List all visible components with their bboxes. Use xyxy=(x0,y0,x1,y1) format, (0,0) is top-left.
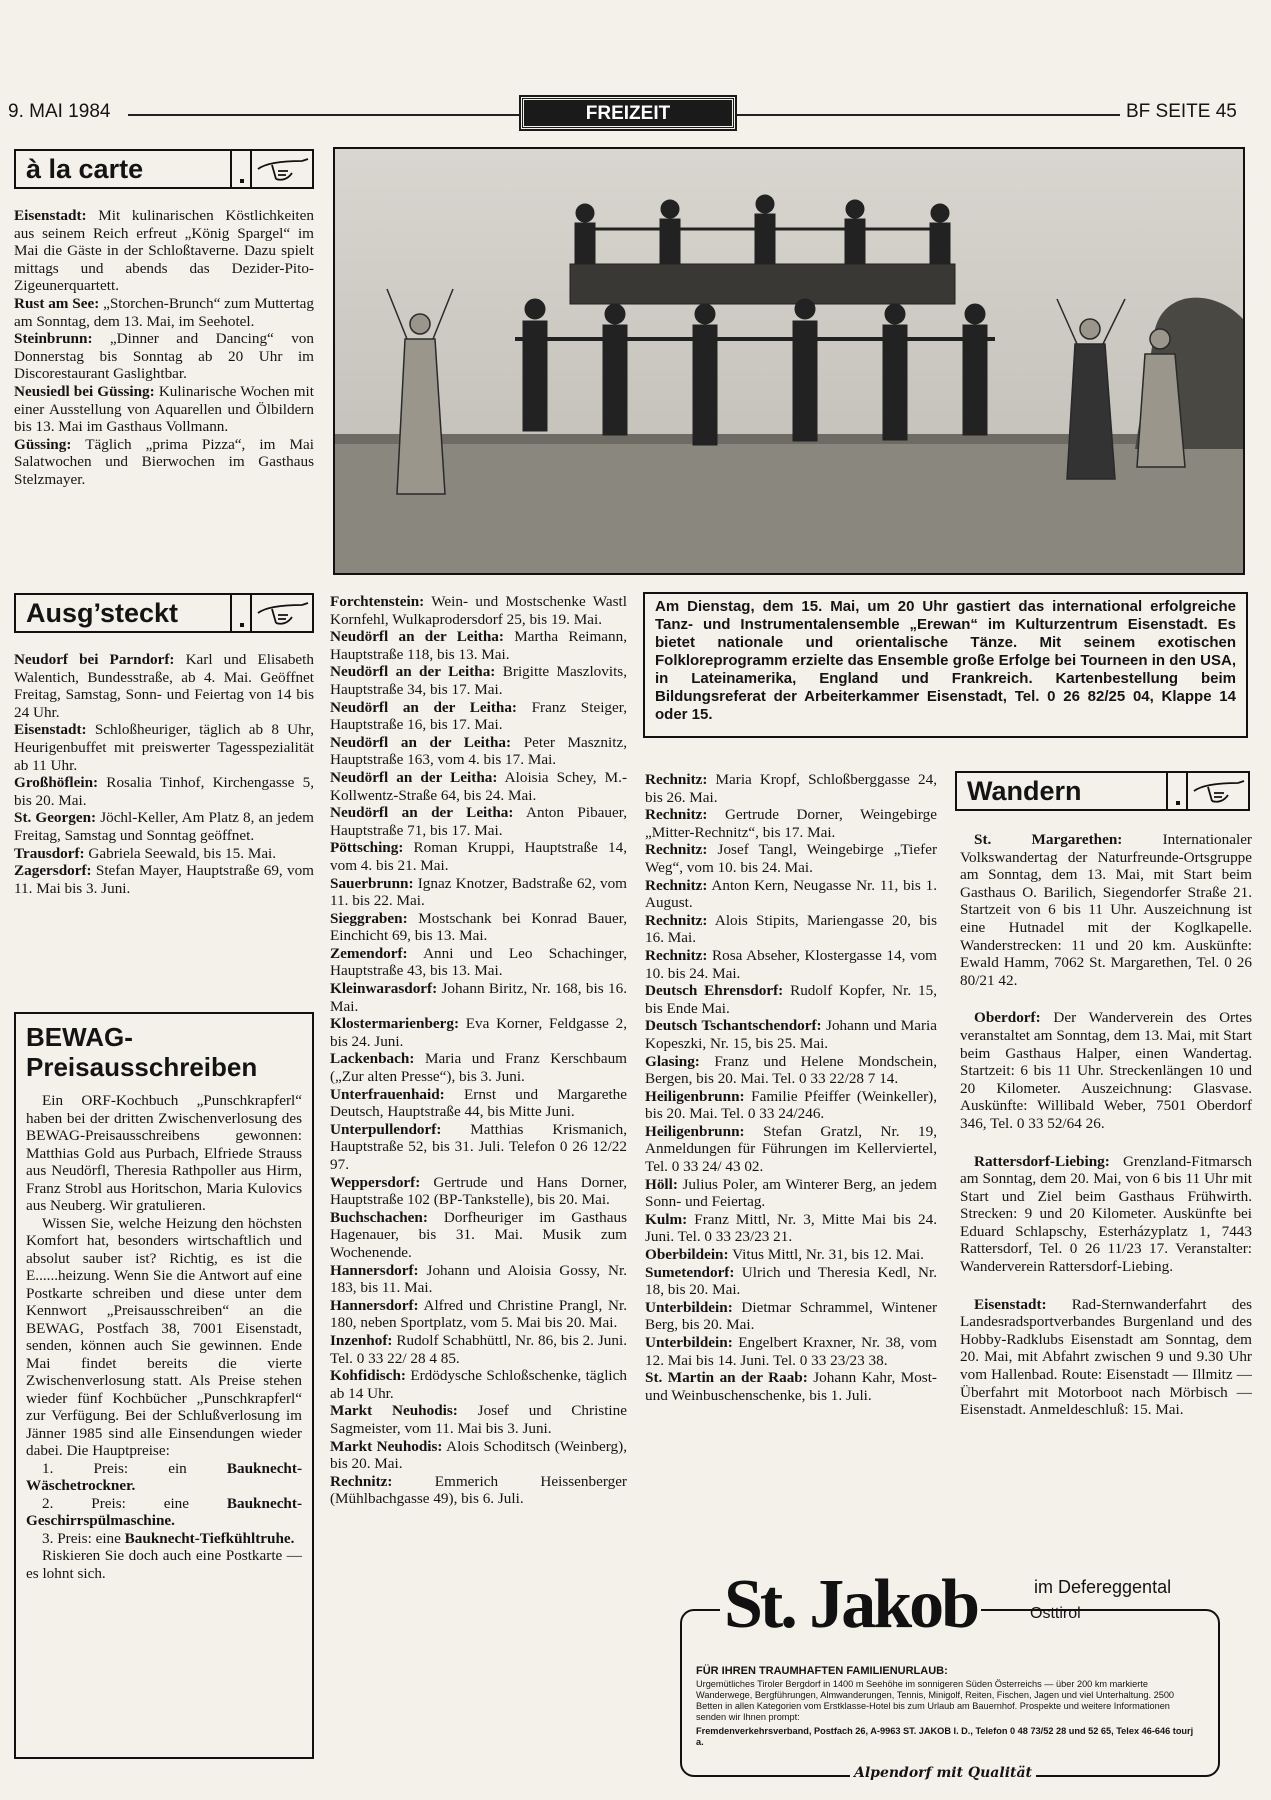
bewag-contest-box xyxy=(14,1012,314,1759)
listing-entry xyxy=(645,877,937,912)
alacarte-title: à la carte xyxy=(26,153,144,184)
listing-entry xyxy=(960,1009,1252,1132)
listing-place: Sumetendorf: xyxy=(645,1263,735,1281)
listing-place: Hannersdorf: xyxy=(330,1296,419,1314)
photo-caption: Am Dienstag, dem 15. Mai, um 20 Uhr gastiert das international erfolgreiche Tanz- und Instrumentalensemble „Erewan“ im Kulturzentrum Eisenstadt. Es bietet nationale und orientalische Tänze. Mit seinem exotischen Folkloreprogramm erzielte das Ensemble große Erfolge bei Tourneen in den USA, in Lateinamerika, England und Frankreich. Kartenbestellung beim Bildungsreferat der Arbeiterkammer Eisenstadt, Tel. 0 26 82/25 04, Klappe 14 oder 15. xyxy=(643,592,1248,738)
listing-place: Deutsch Tschantschendorf: xyxy=(645,1017,822,1035)
listing-entry xyxy=(330,1438,627,1473)
listing-entry xyxy=(645,982,937,1017)
listing-details: Franz Mittl, Nr. 3, Mitte Mai bis 24. Juni. Tel. 0 33 23/23 21. xyxy=(645,1210,937,1246)
ausgsteckt-column-2 xyxy=(330,593,627,1508)
listing-details: Täglich „prima Pizza“, im Mai Salatwochen und Bierwochen im Gasthaus Stelzmayer. xyxy=(14,435,314,488)
listing-entry xyxy=(645,1088,937,1123)
ad-region: im Defereggental xyxy=(1030,1577,1175,1598)
listing-details: Alois Stipits, Mariengasse 20, bis 16. Mai. xyxy=(645,911,937,947)
wandern-title: Wandern xyxy=(967,775,1082,806)
listing-details: Internationaler Volkswandertag der Naturfreunde-Ortsgruppe am Sonntag, dem 13. Mai, mit Start beim Gasthaus O. Barilich, Siegendorfer Straße 21. Startzeit von 6 bis 11 Uhr. Auszeichnung ist eine Hutnadel mit der Koglkapelle. Wanderstrecken: 11 und 20 km. Auskünfte: Ewald Hamm, 7062 St. Margarethen, Tel. 0 26 80/21 42. xyxy=(960,831,1252,989)
listing-details: „Dinner and Dancing“ von Donnerstag bis Sonntag ab 20 Uhr im Discorestaurant Gaslightbar. xyxy=(14,330,314,383)
listing-details: Stefan Mayer, Hauptstraße 69, vom 11. Mai bis 3. Juni. xyxy=(14,862,314,897)
listing-place: Markt Neuhodis: xyxy=(330,1402,458,1420)
listing-entry xyxy=(645,1053,937,1088)
listing-details: Aloisia Schey, M.-Kollwentz-Straße 64, bis 24. Mai. xyxy=(330,768,627,804)
prize-label: 2. Preis: eine xyxy=(42,1494,227,1512)
pointing-hand-icon xyxy=(252,151,312,187)
listing-place: Rechnitz: xyxy=(645,911,708,929)
bewag-body xyxy=(26,1092,302,1582)
listing-entry xyxy=(330,1086,627,1121)
listing-entry xyxy=(14,383,314,436)
listing-details: Dietmar Schrammel, Wintener Berg, bis 20. Mai. xyxy=(645,1298,937,1334)
listing-entry xyxy=(645,912,937,947)
listing-entry xyxy=(645,771,937,806)
listing-details: Martha Reimann, Hauptstraße 118, bis 13. Mai. xyxy=(330,628,627,663)
prize-item: Bauknecht-Geschirrspülmaschine. xyxy=(26,1494,302,1529)
listing-entry xyxy=(645,841,937,876)
listing-details: Franz Steiger, Hauptstraße 16, bis 17. Mai. xyxy=(330,698,627,734)
listing-details: Engelbert Kraxner, Nr. 38, vom 12. Mai bis 14. Juni. Tel. 0 33 23/23 38. xyxy=(645,1334,937,1369)
listing-entry xyxy=(14,330,314,383)
ad-headline: FÜR IHREN TRAUMHAFTEN FAMILIENURLAUB: xyxy=(696,1665,948,1677)
listing-entry xyxy=(960,1296,1252,1419)
bewag-closing: Riskieren Sie doch auch eine Postkarte — es lohnt sich. xyxy=(26,1547,302,1582)
listing-entry xyxy=(330,804,627,839)
listing-place: Oberdorf: xyxy=(974,1009,1041,1027)
ad-contact: Fremdenverkehrsverband, Postfach 26, A-9963 ST. JAKOB I. D., Telefon 0 48 73/52 28 und 52 65, Telex 46-646 tourj a. xyxy=(696,1726,1194,1747)
listing-place: Pöttsching: xyxy=(330,839,404,857)
bewag-prize-3 xyxy=(26,1530,302,1548)
listing-details: Schloßheuriger, täglich ab 8 Uhr, Heurigenbuffet mit preiswerter Tagesspezialität ab 11 Uhr. xyxy=(14,721,314,774)
listing-entry xyxy=(330,593,627,628)
listing-place: Kleinwarasdorf: xyxy=(330,980,438,998)
listing-details: Familie Pfeiffer (Weinkeller), bis 20. Mai. Tel. 0 33 24/246. xyxy=(645,1087,937,1123)
listing-details: Johann und Maria Kopeszki, Nr. 15, bis 25. Mai. xyxy=(645,1017,937,1052)
listing-place: Neudörfl an der Leitha: xyxy=(330,804,514,822)
listing-place: Rechnitz: xyxy=(645,841,708,859)
bewag-title: BEWAG-Preisausschreiben xyxy=(26,1022,258,1082)
listing-place: Forchtenstein: xyxy=(330,593,425,610)
listing-entry xyxy=(14,845,314,863)
alacarte-column xyxy=(14,207,314,489)
listing-place: Sauerbrunn: xyxy=(330,874,414,892)
listing-entry xyxy=(330,839,627,874)
listing-place: Zagersdorf: xyxy=(14,862,92,880)
listing-entry xyxy=(645,1264,937,1299)
ausgsteckt-column-1 xyxy=(14,651,314,897)
listing-entry xyxy=(645,1369,937,1404)
heading-box-icon xyxy=(230,151,252,187)
listing-details: Brigitte Maszlovits, Hauptstraße 34, bis 17. Mai. xyxy=(330,663,628,698)
listing-place: Steinbrunn: xyxy=(14,330,93,348)
listing-place: Rechnitz: xyxy=(645,771,708,788)
listing-entry xyxy=(330,945,627,980)
listing-entry xyxy=(14,651,314,721)
listing-place: Trausdorf: xyxy=(14,844,85,862)
listing-entry xyxy=(645,1246,937,1264)
listing-details: Johann Kahr, Most- und Weinbuschenschenke, bis 1. Juli. xyxy=(645,1369,937,1404)
listing-entry xyxy=(14,809,314,844)
listing-entry xyxy=(330,1050,627,1085)
pointing-hand-icon xyxy=(1188,773,1248,809)
listing-details: Emmerich Heissenberger (Mühlbachgasse 49), bis 6. Juli. xyxy=(330,1472,627,1508)
listing-place: Großhöflein: xyxy=(14,774,99,792)
listing-entry xyxy=(330,1473,627,1508)
listing-place: Oberbildein: xyxy=(645,1246,729,1264)
listing-details: Mit kulinarischen Köstlichkeiten aus seinem Reich erfreut „König Spargel“ im Mai die Gäste in der Schloßtaverne. Dazu spielt mittags und abends das Dezider-Pito-Zigeunerquartett. xyxy=(14,207,314,295)
listing-place: Inzenhof: xyxy=(330,1331,393,1349)
dance-ensemble-photo xyxy=(333,147,1245,575)
listing-place: Hannersdorf: xyxy=(330,1261,419,1279)
ad-logo: St. Jakob xyxy=(720,1565,981,1645)
listing-place: St. Martin an der Raab: xyxy=(645,1369,808,1387)
listing-entry xyxy=(330,1174,627,1209)
listing-details: Kulinarische Wochen mit einer Ausstellung von Aquarellen und Ölbildern bis 13. Mai im Gasthaus Vollmann. xyxy=(14,382,314,436)
listing-entry xyxy=(330,1367,627,1402)
ausgsteckt-heading xyxy=(14,593,314,633)
listing-details: Vitus Mittl, Nr. 31, bis 12. Mai. xyxy=(728,1246,924,1264)
page-number: BF SEITE 45 xyxy=(1120,101,1237,123)
listing-entry xyxy=(14,721,314,774)
listing-details: Franz und Helene Mondschein, Bergen, bis 20. Mai. Tel. 0 33 22/28 7 14. xyxy=(645,1052,937,1088)
listing-place: Neusiedl bei Güssing: xyxy=(14,382,155,400)
listing-details: Peter Masznitz, Hauptstraße 163, vom 4. bis 17. Mai. xyxy=(330,733,627,769)
listing-entry xyxy=(330,769,627,804)
listing-entry xyxy=(14,207,314,295)
listing-entry xyxy=(330,1262,627,1297)
listing-details: Rudolf Schabhüttl, Nr. 86, bis 2. Juni. Tel. 0 33 22/ 28 4 85. xyxy=(330,1331,627,1367)
listing-entry xyxy=(330,980,627,1015)
listing-entry xyxy=(330,1332,627,1367)
listing-details: Roman Kruppi, Hauptstraße 14, vom 4. bis 21. Mai. xyxy=(330,839,627,874)
listing-details: Der Wanderverein des Ortes veranstaltet am Sonntag, dem 13. Mai, mit Start beim Gasthaus Halper, einen Wandertag. Startzeit: 6 bis 11 Uhr. Streckenlängen 10 und 20 Kilometer. Auszeichnung: Glasvase. Auskünfte: Willibald Weber, 7501 Oberdorf 346, Tel. 0 33 52/64 26. xyxy=(960,1009,1252,1132)
listing-entry xyxy=(330,663,627,698)
prize-label: 3. Preis: eine xyxy=(42,1529,125,1547)
wandern-column xyxy=(960,831,1252,1419)
listing-place: Neudorf bei Parndorf: xyxy=(14,651,175,668)
listing-place: Rechnitz: xyxy=(330,1472,393,1490)
wandern-heading xyxy=(955,771,1250,811)
listing-place: Rechnitz: xyxy=(645,946,708,964)
listing-details: Gertrude und Hans Dorner, Hauptstraße 102 (BP-Tankstelle), bis 20. Mai. xyxy=(330,1173,627,1209)
listing-details: Johann Biritz, Nr. 168, bis 16. Mai. xyxy=(330,980,627,1015)
bewag-question-paragraph: Wissen Sie, welche Heizung den höchsten Komfort hat, besonders wirtschaftlich und absolut sauber ist? Richtig, es ist die E......heizung. Wenn Sie die Antwort auf eine Postkarte schreiben und diese unter dem Kennwort „Preisausschreiben“ an die BEWAG, Postfach 38, 7001 Eisenstadt, senden, können auch Sie gewinnen. Ende Mai findet bereits die vierte Zwischenverlosung statt. Als Preise stehen wieder fünf Kochbücher „Punschkrapferl“ zur Verfügung. Bei der Schlußverlosung im Jänner 1985 sind alle Einsendungen wieder dabei. Die Hauptpreise: xyxy=(26,1214,302,1459)
listing-entry xyxy=(645,1299,937,1334)
listing-place: St. Georgen: xyxy=(14,809,97,827)
listing-entry xyxy=(330,1297,627,1332)
listing-details: Rosalia Tinhof, Kirchengasse 5, bis 20. Mai. xyxy=(14,774,314,809)
listing-details: Josef und Christine Sagmeister, vom 11. Mai bis 3. Juni. xyxy=(330,1402,627,1437)
listing-details: Ignaz Knotzer, Badstraße 62, vom 11. bis 22. Mai. xyxy=(330,874,627,910)
listing-place: Buchschachen: xyxy=(330,1208,428,1226)
listing-details: Rosa Abseher, Klostergasse 14, vom 10. bis 24. Mai. xyxy=(645,946,937,982)
listing-entry xyxy=(330,910,627,945)
bewag-prize-2 xyxy=(26,1495,302,1530)
listing-details: Johann und Aloisia Gossy, Nr. 183, bis 11. Mai. xyxy=(330,1261,627,1297)
ausgsteckt-title: Ausg’steckt xyxy=(26,597,179,628)
listing-place: Güssing: xyxy=(14,435,72,453)
listing-entry xyxy=(14,295,314,330)
listing-details: Dorfheuriger im Gasthaus Hagenauer, bis 31. Mai. Musik zum Wochenende. xyxy=(330,1208,627,1261)
listing-entry xyxy=(645,1123,937,1176)
listing-entry xyxy=(330,875,627,910)
listing-place: Rechnitz: xyxy=(645,876,708,894)
listing-entry xyxy=(330,1209,627,1262)
bewag-winners-paragraph: Ein ORF-Kochbuch „Punschkrapferl“ haben bei der dritten Zwischenverlosung des BEWAG-Preisausschreibens gewonnen: Matthias Gold aus Purbach, Elfriede Strauss aus Neudörfl, Theresia Rathpoller aus Hirm, Franz Strobl aus Horitschon, Maria Kulovics aus Neuberg. Wir gratulieren. xyxy=(26,1092,302,1214)
listing-place: Eisenstadt: xyxy=(974,1295,1047,1313)
listing-entry xyxy=(330,1015,627,1050)
ausgsteckt-column-3 xyxy=(645,771,937,1404)
listing-place: Eisenstadt: xyxy=(14,207,87,224)
listing-details: Ulrich und Theresia Kedl, Nr. 18, bis 20. Mai. xyxy=(645,1263,937,1299)
ad-slogan: Alpendorf mit Qualität xyxy=(850,1765,1036,1781)
listing-place: Heiligenbrunn: xyxy=(645,1122,745,1140)
listing-entry xyxy=(645,806,937,841)
listing-place: Unterbildein: xyxy=(645,1334,733,1351)
listing-details: Alois Schoditsch (Weinberg), bis 20. Mai. xyxy=(330,1437,627,1473)
listing-place: Neudörfl an der Leitha: xyxy=(330,768,498,786)
listing-details: Anton Kern, Neugasse Nr. 11, bis 1. August. xyxy=(645,876,937,912)
prize-item: Bauknecht-Tiefkühltruhe. xyxy=(124,1529,295,1547)
listing-place: Neudörfl an der Leitha: xyxy=(330,663,496,681)
listing-place: Deutsch Ehrensdorf: xyxy=(645,982,784,1000)
listing-place: St. Margarethen: xyxy=(974,831,1123,848)
listing-details: Matthias Krismanich, Hauptstraße 52, bis 31. Juli. Telefon 0 26 12/22 97. xyxy=(330,1120,627,1173)
ad-subregion: Osttirol xyxy=(1030,1605,1081,1622)
listing-details: Anni und Leo Schachinger, Hauptstraße 43, bis 13. Mai. xyxy=(330,944,627,980)
alacarte-heading xyxy=(14,149,314,189)
listing-entry xyxy=(330,1402,627,1437)
listing-details: Stefan Gratzl, Nr. 19, Anmeldungen für Führungen im Kellerviertel, Tel. 0 33 24/ 43 02. xyxy=(645,1122,937,1176)
listing-place: Höll: xyxy=(645,1175,678,1193)
heading-box-icon xyxy=(230,595,252,631)
listing-entry xyxy=(960,831,1252,989)
listing-place: Neudörfl an der Leitha: xyxy=(330,628,504,646)
issue-date: 9. MAI 1984 xyxy=(8,101,116,123)
pointing-hand-icon xyxy=(252,595,312,631)
listing-details: Anton Pibauer, Hauptstraße 71, bis 17. Mai. xyxy=(330,804,627,839)
listing-place: Heiligenbrunn: xyxy=(645,1087,745,1105)
listing-place: Sieggraben: xyxy=(330,909,408,927)
heading-box-icon xyxy=(1166,773,1188,809)
listing-details: Eva Korner, Feldgasse 2, bis 24. Juni. xyxy=(330,1015,627,1050)
listing-place: Weppersdorf: xyxy=(330,1173,421,1191)
listing-place: Zemendorf: xyxy=(330,944,408,962)
listing-details: Gertrude Dorner, Weingebirge „Mitter-Rechnitz“, bis 17. Mai. xyxy=(645,806,937,841)
listing-details: Wein- und Mostschenke Wastl Kornfehl, Wulkaprodersdorf 25, bis 19. Mai. xyxy=(330,593,627,628)
listing-details: Erdödysche Schloßschenke, täglich ab 14 Uhr. xyxy=(330,1367,627,1402)
listing-details: Gabriela Seewald, bis 15. Mai. xyxy=(84,844,277,862)
listing-entry xyxy=(645,1017,937,1052)
listing-entry xyxy=(645,1176,937,1211)
listing-details: Maria Kropf, Schloßberggasse 24, bis 26. Mai. xyxy=(645,771,937,806)
listing-place: Neudörfl an der Leitha: xyxy=(330,698,517,716)
listing-place: Unterfrauenhaid: xyxy=(330,1085,445,1103)
listing-entry xyxy=(14,774,314,809)
prize-label: 1. Preis: ein xyxy=(42,1459,227,1477)
listing-place: Kulm: xyxy=(645,1210,688,1228)
ad-body-text: Urgemütliches Tiroler Bergdorf in 1400 m Seehöhe im sonnigeren Süden Österreichs — über 200 km markierte Wanderwege, Bergführungen, Almwanderungen, Tennis, Minigolf, Reiten, Fischen, Jagen und viel Unterhaltung. 2500 Betten in allen Kategorien vom Erstklasse-Hotel bis zum Urlaub am Bauernhof. Prospekte und weitere Informationen senden wir Ihnen prompt: xyxy=(696,1679,1175,1722)
listing-entry xyxy=(645,1211,937,1246)
listing-entry xyxy=(645,947,937,982)
listing-details: Ernst und Margarethe Deutsch, Hauptstraße 44, bis Mitte Juni. xyxy=(330,1085,627,1121)
listing-details: Maria und Franz Kerschbaum („Zur alten Presse“), bis 3. Juni. xyxy=(330,1050,627,1086)
prize-item: Bauknecht-Wäschetrockner. xyxy=(26,1459,302,1494)
listing-place: Unterpullendorf: xyxy=(330,1120,442,1138)
listing-place: Eisenstadt: xyxy=(14,721,87,739)
listing-entry xyxy=(330,734,627,769)
listing-details: Julius Poler, am Winterer Berg, an jedem Sonn- und Feiertag. xyxy=(645,1175,937,1211)
listing-details: Karl und Elisabeth Walentich, Bundesstraße, ab 4. Mai. Geöffnet Freitag, Samstag, Sonn- und Feiertag von 14 bis 24 Uhr. xyxy=(14,651,314,721)
listing-place: Rattersdorf-Liebing: xyxy=(974,1152,1110,1170)
listing-details: Mostschank bei Konrad Bauer, Einchicht 69, bis 13. Mai. xyxy=(330,909,627,945)
listing-details: Rad-Sternwanderfahrt des Landesradsportverbandes Burgenland und des Hobby-Radklubs Eisenstadt am Sonntag, dem 20. Mai, mit Abfahrt zwischen 9 und 9.30 Uhr vom Hallenbad. Route: Eisenstadt — Illmitz — Überfahrt mit Motorboot nach Mörbisch — Eisenstadt. Anmeldeschluß: 15. Mai. xyxy=(960,1295,1252,1419)
listing-details: Alfred und Christine Prangl, Nr. 180, neben Sportplatz, vom 5. Mai bis 20. Mai. xyxy=(330,1296,627,1332)
listing-entry xyxy=(330,699,627,734)
listing-place: Lackenbach: xyxy=(330,1050,415,1068)
listing-entry xyxy=(330,628,627,663)
listing-details: Rudolf Kopfer, Nr. 15, bis Ende Mai. xyxy=(645,982,937,1017)
listing-details: Jöchl-Keller, Am Platz 8, an jedem Freitag, Samstag und Sonntag geöffnet. xyxy=(14,809,314,844)
bewag-prize-1 xyxy=(26,1460,302,1495)
listing-place: Rechnitz: xyxy=(645,806,708,824)
listing-place: Rust am See: xyxy=(14,294,100,312)
st-jakob-advertisement xyxy=(680,1565,1220,1790)
listing-place: Klostermarienberg: xyxy=(330,1015,460,1033)
listing-entry xyxy=(14,862,314,897)
listing-entry xyxy=(14,436,314,489)
listing-entry xyxy=(645,1334,937,1369)
listing-place: Glasing: xyxy=(645,1052,700,1070)
listing-place: Neudörfl an der Leitha: xyxy=(330,733,512,751)
listing-details: Grenzland-Fitmarsch am Sonntag, dem 20. Mai, von 6 bis 11 Uhr mit Start und Ziel beim Gasthaus Frühwirth. Strecken: 9 und 20 Kilometer. Auskünfte bei Eduard Schlapschy, Esterházyplatz 1, 7443 Rattersdorf, Tel. 0 26 11/23 17. Veranstalter: Wanderverein Rattersdorf-Liebing. xyxy=(960,1152,1252,1276)
listing-details: Josef Tangl, Weingebirge „Tiefer Weg“, vom 10. bis 24. Mai. xyxy=(645,841,937,876)
listing-entry xyxy=(330,1121,627,1174)
listing-entry xyxy=(960,1153,1252,1276)
listing-place: Unterbildein: xyxy=(645,1298,733,1316)
listing-place: Kohfidisch: xyxy=(330,1367,406,1385)
section-label: FREIZEIT xyxy=(521,97,735,129)
listing-details: „Storchen-Brunch“ zum Muttertag am Sonntag, dem 13. Mai, im Seehotel. xyxy=(14,294,314,330)
listing-place: Markt Neuhodis: xyxy=(330,1437,443,1455)
